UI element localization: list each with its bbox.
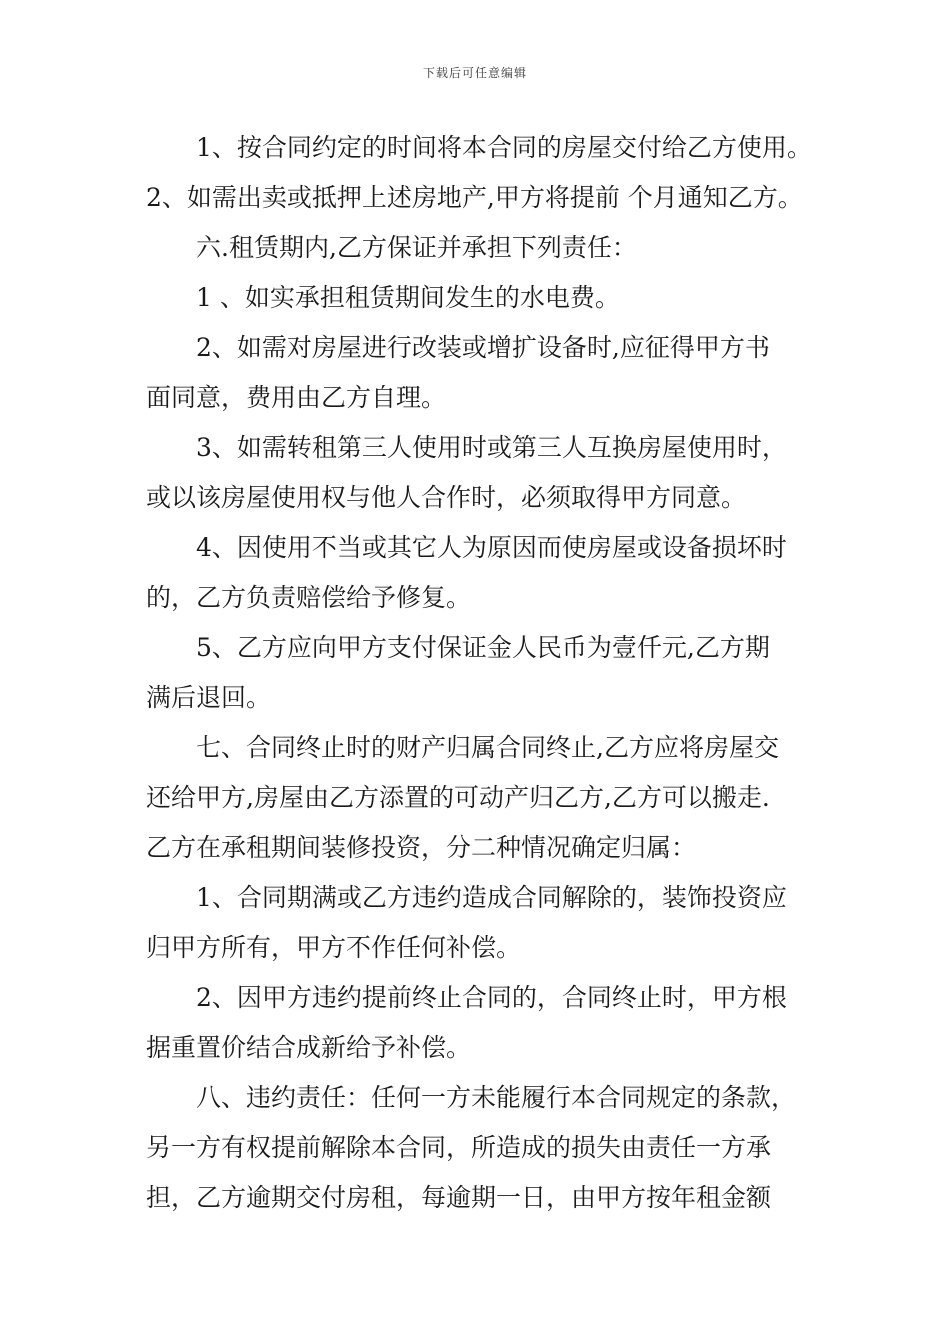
text-line: 2、如需出卖或抵押上述房地产,甲方将提前 个月通知乙方。 <box>146 183 803 212</box>
text-line: 八、违约责任：任何一方未能履行本合同规定的条款， <box>196 1083 797 1112</box>
text-line: 1、按合同约定的时间将本合同的房屋交付给乙方使用。 <box>196 133 812 162</box>
text-line: 六.租赁期内,乙方保证并承担下列责任： <box>196 233 637 262</box>
text-line: 归甲方所有，甲方不作任何补偿。 <box>146 933 522 962</box>
text-line: 担，乙方逾期交付房租，每逾期一日，由甲方按年租金额 <box>146 1183 772 1212</box>
text-line: 乙方在承租期间装修投资，分二种情况确定归属： <box>146 833 697 862</box>
text-line: 4、因使用不当或其它人为原因而使房屋或设备损坏时 <box>196 533 787 562</box>
text-line: 的，乙方负责赔偿给予修复。 <box>146 583 472 612</box>
text-line: 另一方有权提前解除本合同，所造成的损失由责任一方承 <box>146 1133 772 1162</box>
text-line: 2、因甲方违约提前终止合同的，合同终止时，甲方根 <box>196 983 787 1012</box>
text-line: 满后退回。 <box>146 683 272 712</box>
text-line: 还给甲方,房屋由乙方添置的可动产归乙方,乙方可以搬走. <box>146 783 770 812</box>
text-line: 据重置价结合成新给予补偿。 <box>146 1033 472 1062</box>
page-header-note: 下载后可任意编辑 <box>422 66 527 80</box>
text-line: 面同意，费用由乙方自理。 <box>146 383 447 412</box>
text-line: 或以该房屋使用权与他人合作时，必须取得甲方同意。 <box>146 483 747 512</box>
text-line: 1、合同期满或乙方违约造成合同解除的，装饰投资应 <box>196 883 787 912</box>
text-line: 5、乙方应向甲方支付保证金人民币为壹仟元,乙方期 <box>196 633 770 662</box>
text-line: 1 、如实承担租赁期间发生的水电费。 <box>196 283 620 312</box>
text-line: 3、如需转租第三人使用时或第三人互换房屋使用时， <box>196 433 787 462</box>
text-line: 2、如需对房屋进行改装或增扩设备时,应征得甲方书 <box>196 333 770 362</box>
text-line: 七、合同终止时的财产归属合同终止,乙方应将房屋交 <box>196 733 779 762</box>
